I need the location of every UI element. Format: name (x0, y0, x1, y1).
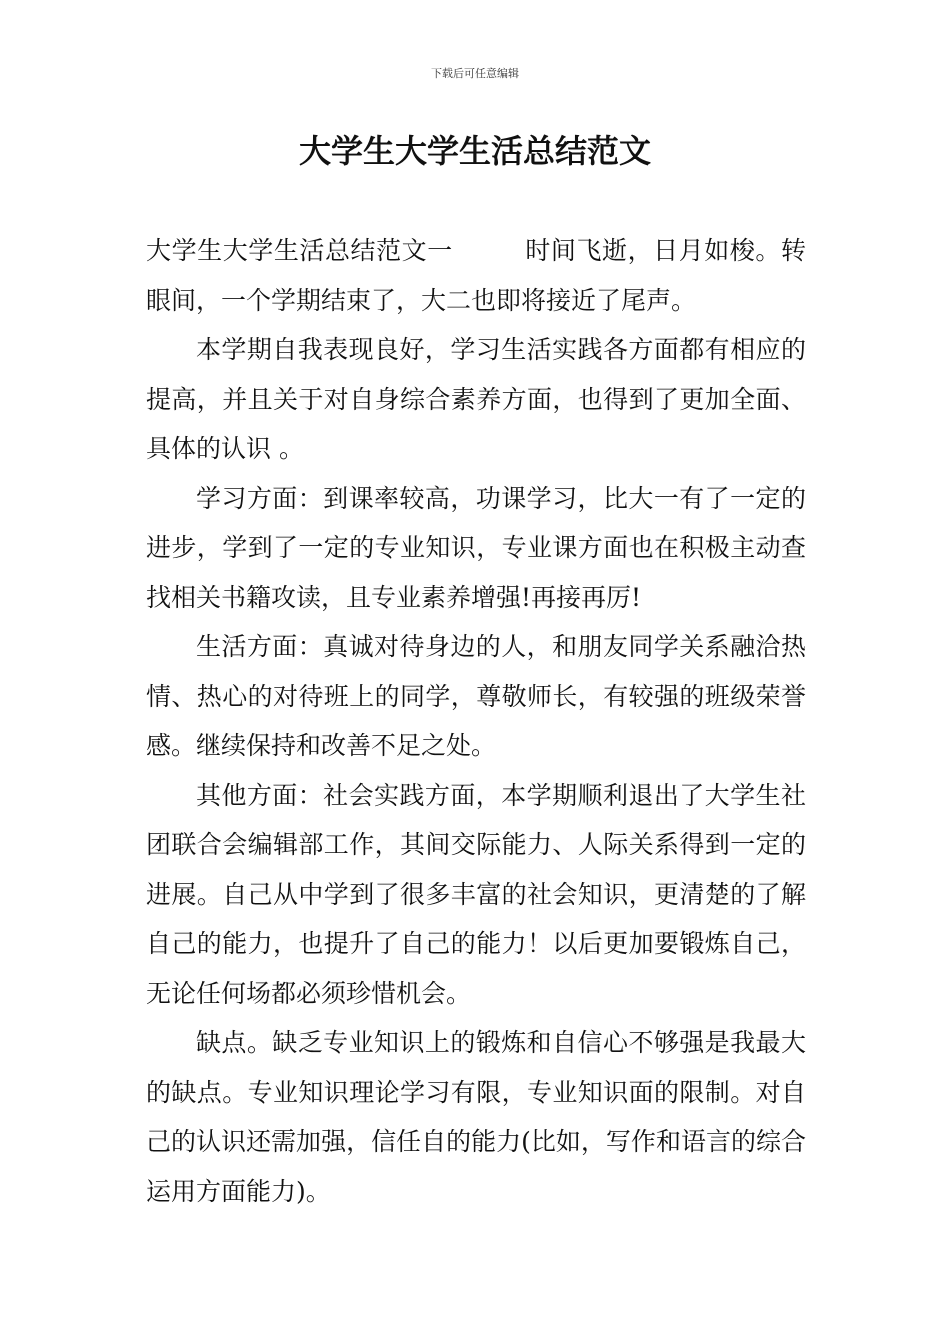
intro-text: 时间飞逝，日月如梭。转眼间，一个学期结束了，大二也即将接近了尾声。 (146, 236, 806, 315)
paragraph-shortcomings: 缺点。缺乏专业知识上的锻炼和自信心不够强是我最大的缺点。专业知识理论学习有限，专业知识面的限制。对自己的认识还需加强，信任自的能力(比如，写作和语言的综合运用方面能力)。 (146, 1028, 806, 1206)
intro-paragraph (146, 226, 806, 325)
intro-heading: 大学生大学生活总结范文一 (146, 236, 453, 265)
document-title: 大学生大学生活总结范文 (298, 132, 651, 170)
paragraph-other: 其他方面：社会实践方面，本学期顺利退出了大学生社团联合会编辑部工作，其间交际能力、人际关系得到一定的进展。自己从中学到了很多丰富的社会知识，更清楚的了解自己的能力，也提升了自己的能力！以后更加要锻炼自己，无论任何场都必须珍惜机会。 (146, 780, 806, 1008)
document-body (146, 226, 806, 1216)
paragraph-self-assessment: 本学期自我表现良好，学习生活实践各方面都有相应的提高，并且关于对自身综合素养方面，也得到了更加全面、具体的认识 。 (146, 335, 806, 463)
paragraph-life: 生活方面：真诚对待身边的人，和朋友同学关系融洽热情、热心的对待班上的同学，尊敬师长，有较强的班级荣誉感。继续保持和改善不足之处。 (146, 632, 806, 760)
page-header-note: 下载后可任意编辑 (431, 67, 519, 80)
paragraph-study: 学习方面：到课率较高，功课学习，比大一有了一定的进步，学到了一定的专业知识，专业课方面也在积极主动查找相关书籍攻读，且专业素养增强!再接再厉! (146, 483, 806, 612)
